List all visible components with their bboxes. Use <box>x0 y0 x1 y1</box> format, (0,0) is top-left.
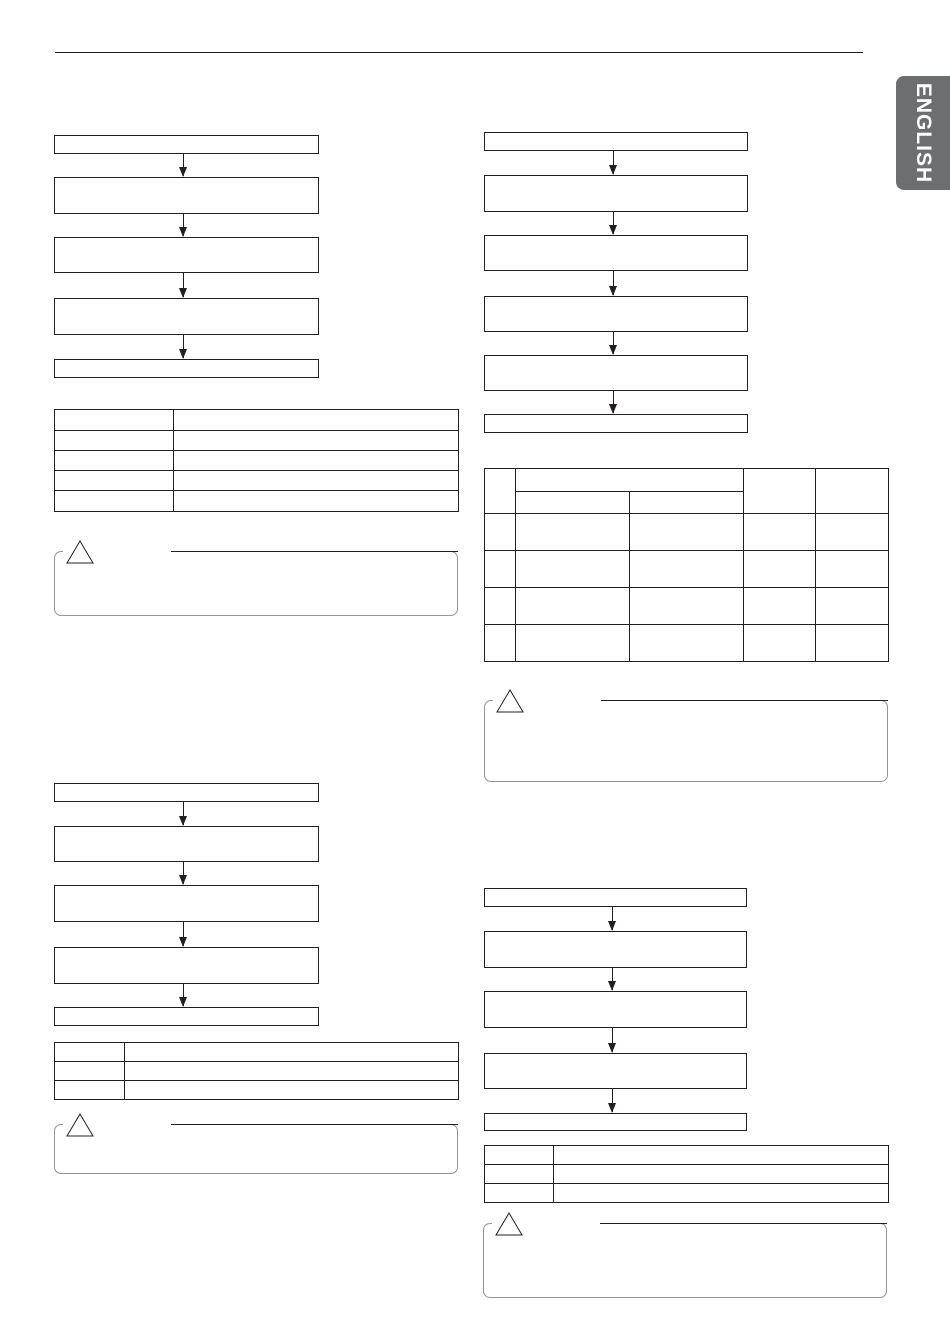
table-row <box>55 1062 459 1081</box>
table-cell <box>516 469 744 492</box>
flow-step-box <box>54 947 319 984</box>
table-row <box>55 431 459 451</box>
table-cell <box>744 514 816 551</box>
flow-arrow <box>183 922 184 946</box>
flow-arrow <box>183 984 184 1006</box>
flow-step-box <box>54 298 319 335</box>
table-cell <box>516 492 630 514</box>
flow-arrow <box>183 802 184 825</box>
table-cell <box>55 1043 125 1062</box>
flow-step-box <box>484 1113 747 1131</box>
table-cell <box>554 1146 889 1165</box>
table-cell <box>485 469 516 514</box>
flow-step-box <box>484 991 747 1028</box>
table-cell <box>516 588 630 625</box>
table-cell <box>744 625 816 662</box>
flow-arrow <box>613 212 614 234</box>
table-cell <box>485 514 516 551</box>
table-row <box>485 1146 889 1165</box>
flow-arrow <box>612 907 613 930</box>
flow-step-box <box>54 135 319 154</box>
table-row <box>55 1081 459 1100</box>
table-row <box>485 1184 889 1203</box>
table-cell <box>55 410 174 431</box>
flow-step-box <box>54 237 319 273</box>
table-cell <box>630 514 744 551</box>
flow-arrow <box>183 862 184 884</box>
table-row <box>55 410 459 431</box>
table-cell <box>485 1165 554 1184</box>
flow-step-box <box>54 885 319 922</box>
table-cell <box>55 431 174 451</box>
flow-step-box <box>484 931 747 968</box>
table-cell <box>516 625 630 662</box>
table-cell <box>55 471 174 491</box>
flow-arrow <box>612 968 613 990</box>
table-cell <box>516 551 630 588</box>
flow-step-box <box>484 888 747 907</box>
language-tab <box>896 76 950 190</box>
table-cell <box>816 588 889 625</box>
table-cell <box>174 451 459 471</box>
table-cell <box>630 492 744 514</box>
table-cell <box>125 1062 459 1081</box>
table-row <box>485 588 889 625</box>
flow-arrow <box>183 154 184 176</box>
table-cell <box>744 551 816 588</box>
table-row <box>55 451 459 471</box>
table-cell <box>125 1081 459 1100</box>
table-cell <box>174 471 459 491</box>
table-row <box>55 1043 459 1062</box>
table-cell <box>174 431 459 451</box>
flow-arrow <box>612 1028 613 1052</box>
table-cell <box>816 625 889 662</box>
table-cell <box>554 1165 889 1184</box>
flow-step-box <box>54 783 319 802</box>
flow-arrow <box>183 214 184 236</box>
flow-step-box <box>484 235 748 271</box>
flow-arrow <box>183 335 184 358</box>
flow-step-box <box>54 359 319 378</box>
table-cell <box>55 1081 125 1100</box>
flow-step-box <box>54 1007 319 1026</box>
flow-step-box <box>484 296 748 332</box>
table-cell <box>816 514 889 551</box>
header-rule <box>55 52 863 53</box>
table-cell <box>55 451 174 471</box>
language-tab-label: ENGLISH <box>912 82 935 184</box>
warning-triangle-icon <box>66 540 94 564</box>
flow-step-box <box>484 175 748 212</box>
table-cell <box>485 1146 554 1165</box>
table-cell <box>630 551 744 588</box>
flow-step-box <box>484 355 748 391</box>
table-cell <box>630 588 744 625</box>
note-box-right-bottom <box>483 1223 887 1298</box>
table-cell <box>485 588 516 625</box>
flow-step-box <box>484 132 748 151</box>
table-cell <box>630 625 744 662</box>
table-cell <box>125 1043 459 1062</box>
note-box-left-bottom <box>54 1124 458 1174</box>
table-row <box>485 469 889 492</box>
table-cell <box>516 514 630 551</box>
table-cell <box>485 551 516 588</box>
warning-triangle-icon <box>496 689 524 713</box>
table-row <box>55 491 459 512</box>
table-left-top <box>54 409 459 512</box>
flow-step-box <box>54 177 319 214</box>
table-cell <box>816 551 889 588</box>
table-right-top <box>484 468 889 662</box>
table-cell <box>174 410 459 431</box>
flow-arrow <box>612 1089 613 1112</box>
flow-arrow <box>183 273 184 297</box>
flow-step-box <box>484 1053 747 1089</box>
note-box-right-top <box>484 700 888 782</box>
table-row <box>485 625 889 662</box>
table-cell <box>554 1184 889 1203</box>
note-box-left-top <box>54 551 458 616</box>
table-cell <box>744 469 816 514</box>
table-cell <box>744 588 816 625</box>
table-row <box>55 471 459 491</box>
flow-arrow <box>613 151 614 174</box>
flow-step-box <box>54 826 319 862</box>
table-cell <box>174 491 459 512</box>
table-cell <box>55 1062 125 1081</box>
table-left-bottom <box>54 1042 459 1100</box>
warning-triangle-icon <box>495 1212 523 1236</box>
table-row <box>485 514 889 551</box>
flow-arrow <box>613 391 614 413</box>
flow-step-box <box>484 414 748 433</box>
flow-arrow <box>613 271 614 295</box>
table-cell <box>485 625 516 662</box>
table-row <box>485 551 889 588</box>
table-row <box>485 1165 889 1184</box>
warning-triangle-icon <box>66 1113 94 1137</box>
table-cell <box>485 1184 554 1203</box>
table-cell <box>55 491 174 512</box>
table-right-bottom <box>484 1145 889 1203</box>
table-cell <box>816 469 889 514</box>
flow-arrow <box>613 332 614 354</box>
